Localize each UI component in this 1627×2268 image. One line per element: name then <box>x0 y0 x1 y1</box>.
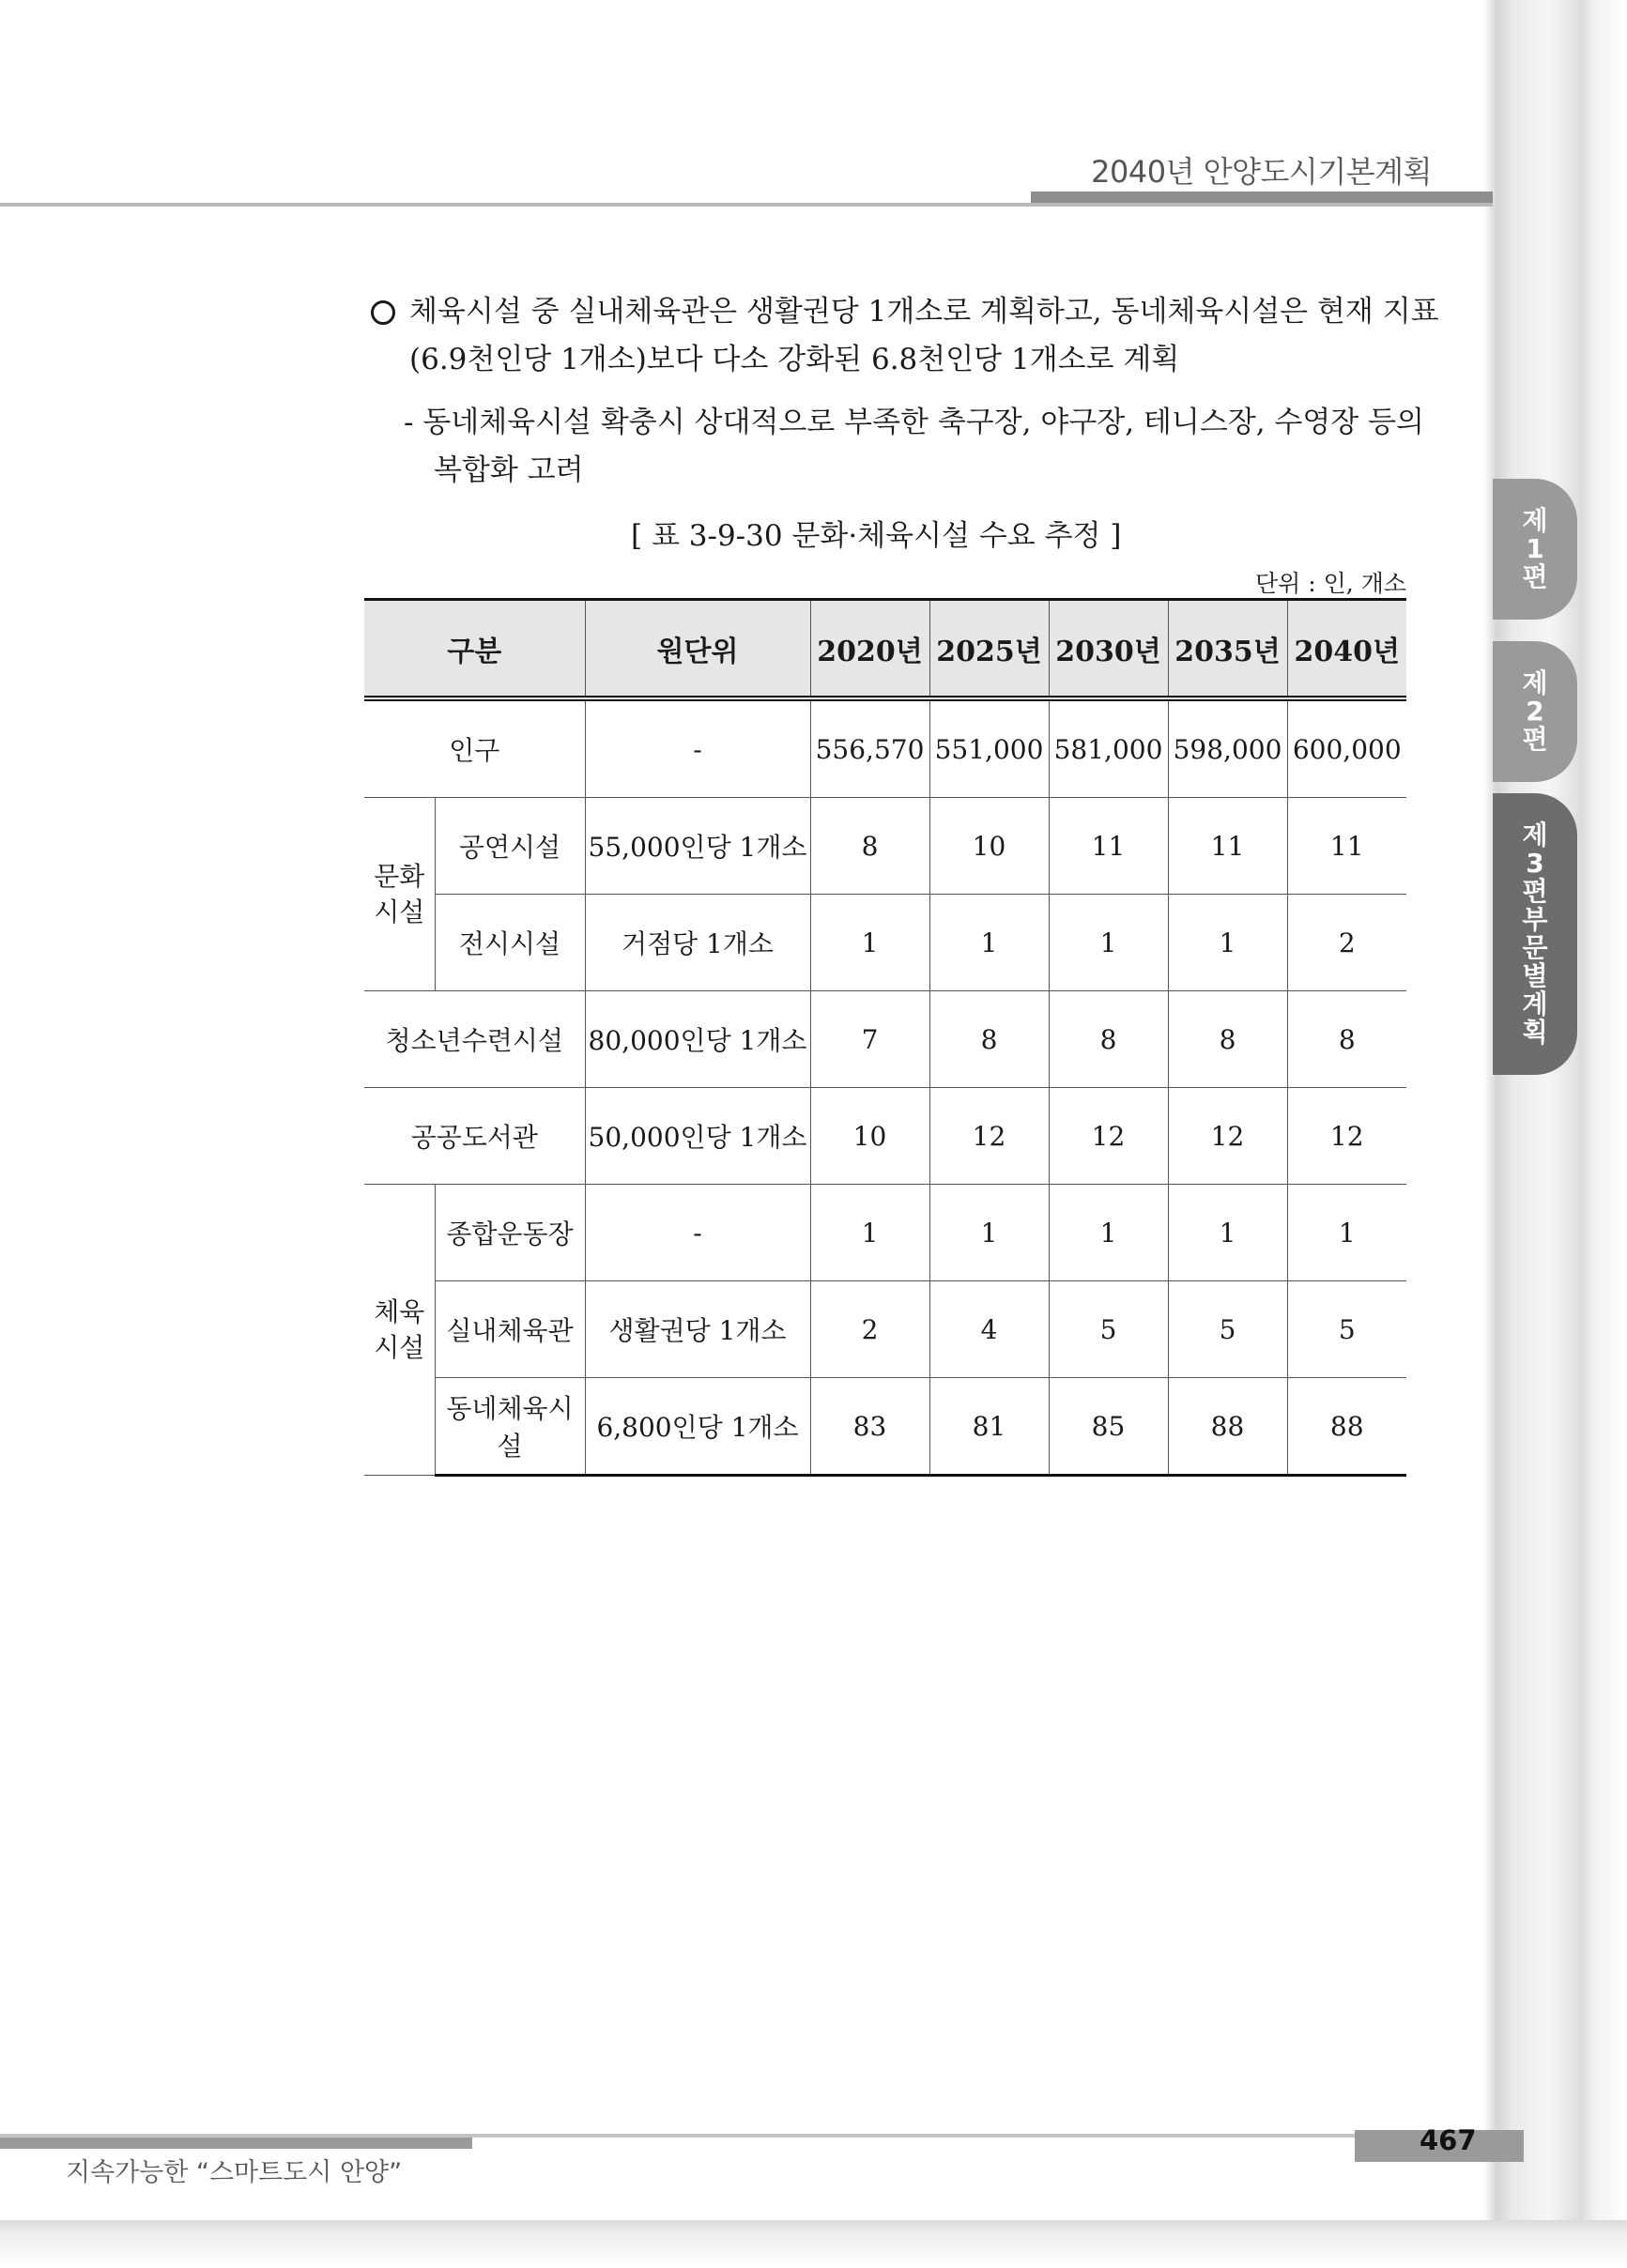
cell-value: 598,000 <box>1168 698 1287 798</box>
row-label: 공공도서관 <box>364 1088 585 1185</box>
cell-value: 83 <box>810 1378 929 1476</box>
cell-value: 10 <box>929 798 1049 895</box>
cell-value: 4 <box>929 1281 1049 1378</box>
cell-value: 2 <box>1287 895 1406 991</box>
cell-value: 11 <box>1287 798 1406 895</box>
table-row <box>364 1088 1406 1185</box>
table-row <box>364 1378 1406 1476</box>
row-label: 전시시설 <box>435 895 585 991</box>
header-2035: 2035년 <box>1168 600 1287 699</box>
sub-text-line-2: 복합화 고려 <box>434 453 584 487</box>
row-unit: - <box>585 698 810 798</box>
header-2020: 2020년 <box>810 600 929 699</box>
cell-value: 8 <box>810 798 929 895</box>
cell-value: 2 <box>810 1281 929 1378</box>
cell-value: 7 <box>810 991 929 1088</box>
page-edge-right <box>1493 0 1627 2268</box>
table-unit: 단위 : 인, 개소 <box>1255 570 1406 597</box>
circle-bullet-icon <box>371 300 395 325</box>
footer-rule-accent <box>0 2138 472 2149</box>
cell-value: 10 <box>810 1088 929 1185</box>
page-edge-bottom <box>0 2220 1627 2268</box>
header-title: 2040년 안양도시기본계획 <box>1091 154 1432 190</box>
table-row <box>364 1281 1406 1378</box>
group-label-sports: 체육 시설 <box>364 1185 435 1476</box>
sub-text-line-1: - 동네체육시설 확충시 상대적으로 부족한 축구장, 야구장, 테니스장, 수영장 등의 <box>404 406 1424 439</box>
page-number: 467 <box>1420 2124 1477 2156</box>
cell-value: 11 <box>1168 798 1287 895</box>
row-label: 실내체육관 <box>435 1281 585 1378</box>
row-label: 공연시설 <box>435 798 585 895</box>
footer-slogan: 지속가능한 “스마트도시 안양” <box>66 2158 403 2187</box>
cell-value: 12 <box>1168 1088 1287 1185</box>
cell-value: 12 <box>1287 1088 1406 1185</box>
cell-value: 8 <box>929 991 1049 1088</box>
cell-value: 11 <box>1049 798 1168 895</box>
cell-value: 1 <box>1049 895 1168 991</box>
cell-value: 88 <box>1168 1378 1287 1476</box>
cell-value: 12 <box>1049 1088 1168 1185</box>
table-row <box>364 895 1406 991</box>
header-category: 구분 <box>364 600 585 699</box>
row-label: 종합운동장 <box>435 1185 585 1281</box>
header-2040: 2040년 <box>1287 600 1406 699</box>
cell-value: 556,570 <box>810 698 929 798</box>
group-label-culture: 문화 시설 <box>364 798 435 991</box>
cell-value: 1 <box>1049 1185 1168 1281</box>
cell-value: 1 <box>929 895 1049 991</box>
cell-value: 5 <box>1168 1281 1287 1378</box>
cell-value: 5 <box>1049 1281 1168 1378</box>
cell-value: 1 <box>1168 895 1287 991</box>
header-rule-accent <box>1031 192 1493 203</box>
cell-value: 1 <box>929 1185 1049 1281</box>
table-caption: [ 표 3-9-30 문화·체육시설 수요 추정 ] <box>631 519 1122 553</box>
cell-value: 8 <box>1049 991 1168 1088</box>
row-unit: 55,000인당 1개소 <box>585 798 810 895</box>
cell-value: 1 <box>810 895 929 991</box>
cell-value: 551,000 <box>929 698 1049 798</box>
page-edge-shadow <box>1483 0 1497 2268</box>
table-row <box>364 991 1406 1088</box>
header-rule <box>0 203 1493 207</box>
row-label: 청소년수련시설 <box>364 991 585 1088</box>
table-row <box>364 698 1406 798</box>
row-label: 동네체육시설 <box>435 1378 585 1476</box>
row-unit: - <box>585 1185 810 1281</box>
cell-value: 12 <box>929 1088 1049 1185</box>
cell-value: 5 <box>1287 1281 1406 1378</box>
header-2030: 2030년 <box>1049 600 1168 699</box>
table-row <box>364 1185 1406 1281</box>
cell-value: 88 <box>1287 1378 1406 1476</box>
cell-value: 581,000 <box>1049 698 1168 798</box>
cell-value: 1 <box>1287 1185 1406 1281</box>
row-unit: 거점당 1개소 <box>585 895 810 991</box>
row-unit: 6,800인당 1개소 <box>585 1378 810 1476</box>
cell-value: 1 <box>810 1185 929 1281</box>
row-unit: 50,000인당 1개소 <box>585 1088 810 1185</box>
tab-part-2[interactable]: 제 2 편 <box>1493 641 1577 782</box>
row-label: 인구 <box>364 698 585 798</box>
tab-part-1[interactable]: 제 1 편 <box>1493 479 1577 620</box>
bullet-text-line-1: 체육시설 중 실내체육관은 생활권당 1개소로 계획하고, 동네체육시설은 현재 지표 <box>409 295 1439 329</box>
demand-table <box>364 598 1406 1477</box>
cell-value: 8 <box>1168 991 1287 1088</box>
header-unit: 원단위 <box>585 600 810 699</box>
header-2025: 2025년 <box>929 600 1049 699</box>
cell-value: 1 <box>1168 1185 1287 1281</box>
tab-part-3[interactable]: 제 3 편 부 문 별 계 획 <box>1493 793 1577 1075</box>
table-header-row <box>364 600 1406 699</box>
row-unit: 생활권당 1개소 <box>585 1281 810 1378</box>
bullet-text-line-2: (6.9천인당 1개소)보다 다소 강화된 6.8천인당 1개소로 계획 <box>409 343 1180 376</box>
cell-value: 8 <box>1287 991 1406 1088</box>
cell-value: 600,000 <box>1287 698 1406 798</box>
table-row <box>364 798 1406 895</box>
row-unit: 80,000인당 1개소 <box>585 991 810 1088</box>
cell-value: 81 <box>929 1378 1049 1476</box>
cell-value: 85 <box>1049 1378 1168 1476</box>
